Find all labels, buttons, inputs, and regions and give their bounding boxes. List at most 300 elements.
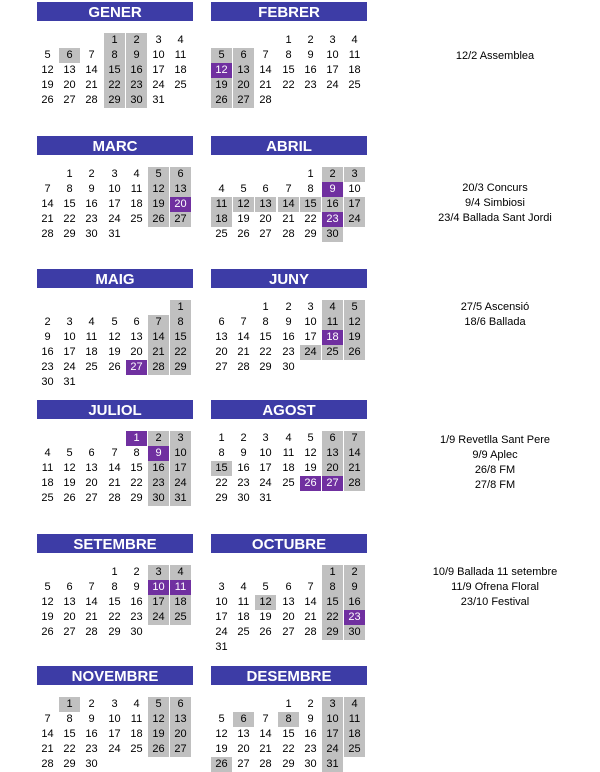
day-cell: 20 <box>63 79 76 91</box>
event-line: 9/9 Aplec <box>472 449 518 461</box>
month-desembre <box>211 666 367 772</box>
day-cell: 5 <box>218 713 225 725</box>
day-cell: 5 <box>148 697 169 712</box>
day-cell: 22 <box>259 346 272 358</box>
day-cell: 28 <box>85 626 98 638</box>
day-cell: 25 <box>85 361 98 373</box>
day-grid <box>211 431 367 506</box>
day-cell: 29 <box>259 361 272 373</box>
day-cell: 14 <box>41 198 54 210</box>
day-cell: 19 <box>215 743 228 755</box>
day-cell: 26 <box>108 361 121 373</box>
day-cell: 1 <box>262 301 269 313</box>
day-cell: 6 <box>233 712 254 727</box>
day-cell: 27 <box>126 360 147 375</box>
day-cell: 29 <box>104 93 125 108</box>
day-cell: 15 <box>130 462 143 474</box>
day-cell: 17 <box>108 728 121 740</box>
day-cell: 5 <box>344 300 365 315</box>
day-cell: 14 <box>259 64 272 76</box>
day-cell: 18 <box>130 728 143 740</box>
day-cell: 3 <box>307 301 314 313</box>
day-cell: 5 <box>44 49 51 61</box>
event-line: 23/10 Festival <box>460 596 530 608</box>
day-cell: 23 <box>344 610 365 625</box>
month-header: NOVEMBRE <box>37 666 193 685</box>
day-cell: 7 <box>262 713 269 725</box>
day-cell: 8 <box>262 316 269 328</box>
day-cell: 26 <box>344 345 365 360</box>
day-cell: 16 <box>130 596 143 608</box>
day-cell: 8 <box>218 447 225 459</box>
month-header: DESEMBRE <box>211 666 367 685</box>
day-cell: 23 <box>304 79 317 91</box>
day-cell: 17 <box>215 611 228 623</box>
day-cell: 23 <box>126 78 147 93</box>
day-cell: 24 <box>326 79 339 91</box>
day-cell: 30 <box>322 227 343 242</box>
day-cell: 1 <box>285 698 292 710</box>
day-cell: 18 <box>170 595 191 610</box>
day-cell: 12 <box>211 63 232 78</box>
day-cell: 6 <box>88 447 95 459</box>
day-cell: 7 <box>307 581 314 593</box>
day-cell: 12 <box>41 596 54 608</box>
day-cell: 21 <box>237 346 250 358</box>
day-cell: 6 <box>133 316 140 328</box>
day-cell: 15 <box>170 330 191 345</box>
day-cell: 19 <box>148 727 169 742</box>
day-cell: 23 <box>85 743 98 755</box>
day-cell: 30 <box>282 361 295 373</box>
day-cell: 4 <box>170 565 191 580</box>
day-cell: 10 <box>215 596 228 608</box>
day-cell: 30 <box>85 228 98 240</box>
day-cell: 14 <box>344 446 365 461</box>
day-cell: 26 <box>63 492 76 504</box>
day-cell: 13 <box>322 446 343 461</box>
day-cell: 21 <box>41 743 54 755</box>
day-cell: 18 <box>237 611 250 623</box>
day-grid <box>37 167 193 242</box>
day-cell: 30 <box>237 492 250 504</box>
day-cell: 5 <box>307 432 314 444</box>
day-cell: 11 <box>211 197 232 212</box>
day-cell: 21 <box>304 611 317 623</box>
day-cell: 12 <box>304 447 317 459</box>
day-cell: 31 <box>170 491 191 506</box>
event-line: 10/9 Ballada 11 setembre <box>432 566 558 578</box>
day-cell: 17 <box>108 198 121 210</box>
day-cell: 29 <box>304 228 317 240</box>
month-novembre <box>37 666 193 772</box>
day-grid <box>37 300 193 390</box>
day-cell: 11 <box>170 580 191 595</box>
day-cell: 20 <box>282 611 295 623</box>
day-cell: 14 <box>259 728 272 740</box>
day-cell: 4 <box>240 581 247 593</box>
day-cell: 21 <box>108 477 121 489</box>
day-cell: 7 <box>285 183 292 195</box>
day-cell: 28 <box>282 228 295 240</box>
day-cell: 10 <box>170 446 191 461</box>
day-cell: 9 <box>133 581 140 593</box>
day-cell: 1 <box>126 431 147 446</box>
day-grid <box>37 565 193 640</box>
day-cell: 27 <box>170 212 191 227</box>
day-cell: 25 <box>282 477 295 489</box>
month-header: FEBRER <box>211 2 367 21</box>
month-header: OCTUBRE <box>211 534 367 553</box>
day-cell: 12 <box>215 728 228 740</box>
day-cell: 2 <box>126 33 147 48</box>
day-cell: 17 <box>344 197 365 212</box>
day-cell: 23 <box>282 346 295 358</box>
day-cell: 25 <box>237 626 250 638</box>
day-cell: 31 <box>259 492 272 504</box>
day-grid <box>211 33 367 108</box>
day-cell: 10 <box>152 49 165 61</box>
event-line: 11/9 Ofrena Floral <box>451 581 539 593</box>
day-cell: 3 <box>170 431 191 446</box>
day-cell: 8 <box>170 315 191 330</box>
day-cell: 22 <box>170 345 191 360</box>
day-cell: 3 <box>322 697 343 712</box>
month-juliol <box>37 400 193 506</box>
day-cell: 2 <box>322 167 343 182</box>
day-cell: 9 <box>322 182 343 197</box>
day-cell: 28 <box>41 758 54 770</box>
day-cell: 25 <box>344 742 365 757</box>
day-cell: 11 <box>348 49 361 61</box>
day-cell: 21 <box>85 79 98 91</box>
day-cell: 27 <box>63 94 76 106</box>
day-cell: 9 <box>344 580 365 595</box>
day-cell: 26 <box>41 626 54 638</box>
event-group <box>406 300 584 330</box>
day-cell: 9 <box>307 713 314 725</box>
day-cell: 15 <box>282 64 295 76</box>
day-cell: 24 <box>259 477 272 489</box>
day-cell: 20 <box>233 78 254 93</box>
day-cell: 11 <box>41 462 54 474</box>
day-cell: 19 <box>237 213 250 225</box>
day-cell: 3 <box>111 698 118 710</box>
day-cell: 16 <box>41 346 54 358</box>
day-cell: 19 <box>108 346 121 358</box>
day-cell: 6 <box>285 581 292 593</box>
day-cell: 20 <box>63 611 76 623</box>
day-cell: 6 <box>262 183 269 195</box>
month-juny <box>211 269 367 375</box>
month-febrer <box>211 2 367 108</box>
day-cell: 23 <box>322 212 343 227</box>
day-cell: 3 <box>155 34 162 46</box>
day-cell: 3 <box>344 167 365 182</box>
day-cell: 3 <box>148 565 169 580</box>
month-header: MAIG <box>37 269 193 288</box>
day-cell: 16 <box>85 728 98 740</box>
day-cell: 8 <box>285 49 292 61</box>
day-cell: 18 <box>130 198 143 210</box>
month-header: JULIOL <box>37 400 193 419</box>
day-cell: 11 <box>282 447 295 459</box>
month-header: AGOST <box>211 400 367 419</box>
day-cell: 22 <box>215 477 228 489</box>
day-cell: 19 <box>41 79 54 91</box>
day-grid <box>211 697 367 772</box>
event-line: 23/4 Ballada Sant Jordi <box>438 212 552 224</box>
day-cell: 28 <box>85 94 98 106</box>
day-cell: 4 <box>88 316 95 328</box>
day-cell: 9 <box>240 447 247 459</box>
day-grid <box>37 697 193 772</box>
day-cell: 16 <box>304 64 317 76</box>
day-cell: 21 <box>259 743 272 755</box>
day-cell: 19 <box>211 78 232 93</box>
day-cell: 25 <box>215 228 228 240</box>
day-cell: 11 <box>237 596 250 608</box>
day-cell: 9 <box>148 446 169 461</box>
day-cell: 26 <box>41 94 54 106</box>
day-cell: 8 <box>307 183 314 195</box>
day-cell: 2 <box>344 565 365 580</box>
day-cell: 31 <box>108 228 121 240</box>
day-cell: 2 <box>88 698 95 710</box>
day-cell: 4 <box>344 697 365 712</box>
day-cell: 11 <box>130 183 143 195</box>
day-cell: 6 <box>170 697 191 712</box>
event-line: 18/6 Ballada <box>464 316 526 328</box>
day-cell: 14 <box>237 331 250 343</box>
day-cell: 12 <box>233 197 254 212</box>
day-cell: 10 <box>304 316 317 328</box>
day-cell: 19 <box>63 477 76 489</box>
day-cell: 29 <box>170 360 191 375</box>
day-cell: 16 <box>126 63 147 78</box>
day-cell: 8 <box>66 713 73 725</box>
day-cell: 18 <box>322 330 343 345</box>
day-cell: 5 <box>111 316 118 328</box>
day-cell: 22 <box>63 213 76 225</box>
day-cell: 4 <box>44 447 51 459</box>
day-cell: 22 <box>63 743 76 755</box>
month-header: MARC <box>37 136 193 155</box>
month-gener <box>37 2 193 108</box>
day-cell: 7 <box>240 316 247 328</box>
day-cell: 8 <box>66 183 73 195</box>
day-cell: 21 <box>282 213 295 225</box>
day-cell: 16 <box>304 728 317 740</box>
day-cell: 14 <box>85 64 98 76</box>
day-grid <box>211 565 367 655</box>
month-marc <box>37 136 193 242</box>
day-cell: 23 <box>148 476 169 491</box>
month-agost <box>211 400 367 506</box>
day-cell: 24 <box>215 626 228 638</box>
day-cell: 8 <box>278 712 299 727</box>
day-cell: 4 <box>218 183 225 195</box>
day-cell: 8 <box>322 580 343 595</box>
day-cell: 21 <box>41 213 54 225</box>
day-cell: 2 <box>133 566 140 578</box>
day-cell: 3 <box>262 432 269 444</box>
day-cell: 28 <box>259 94 272 106</box>
event-line: 12/2 Assemblea <box>455 50 535 62</box>
day-cell: 19 <box>344 330 365 345</box>
day-cell: 30 <box>148 491 169 506</box>
month-abril <box>211 136 367 242</box>
day-cell: 3 <box>218 581 225 593</box>
day-cell: 29 <box>215 492 228 504</box>
day-cell: 15 <box>211 461 232 476</box>
day-cell: 9 <box>126 48 147 63</box>
day-cell: 19 <box>41 611 54 623</box>
day-cell: 22 <box>322 610 343 625</box>
day-cell: 6 <box>170 167 191 182</box>
day-cell: 12 <box>108 331 121 343</box>
day-cell: 10 <box>348 183 361 195</box>
day-cell: 7 <box>111 447 118 459</box>
day-cell: 27 <box>259 228 272 240</box>
day-cell: 27 <box>322 476 343 491</box>
day-cell: 10 <box>108 183 121 195</box>
day-cell: 11 <box>174 49 187 61</box>
day-cell: 11 <box>85 331 98 343</box>
day-grid <box>211 300 367 375</box>
day-cell: 19 <box>304 462 317 474</box>
day-cell: 16 <box>85 198 98 210</box>
day-cell: 18 <box>211 212 232 227</box>
day-cell: 27 <box>63 626 76 638</box>
day-cell: 28 <box>148 360 169 375</box>
day-cell: 21 <box>85 611 98 623</box>
day-cell: 10 <box>63 331 76 343</box>
day-cell: 16 <box>237 462 250 474</box>
day-cell: 2 <box>240 432 247 444</box>
day-cell: 2 <box>88 168 95 180</box>
day-cell: 4 <box>322 300 343 315</box>
day-cell: 17 <box>322 727 343 742</box>
day-cell: 28 <box>41 228 54 240</box>
day-cell: 6 <box>218 316 225 328</box>
day-cell: 31 <box>215 641 228 653</box>
day-cell: 24 <box>108 213 121 225</box>
event-line: 1/9 Revetlla Sant Pere <box>439 434 551 446</box>
day-cell: 23 <box>85 213 98 225</box>
day-cell: 21 <box>344 461 365 476</box>
day-cell: 31 <box>152 94 165 106</box>
day-cell: 7 <box>88 581 95 593</box>
day-cell: 24 <box>148 610 169 625</box>
month-header: SETEMBRE <box>37 534 193 553</box>
day-cell: 20 <box>85 477 98 489</box>
day-cell: 27 <box>85 492 98 504</box>
day-cell: 29 <box>63 228 76 240</box>
day-cell: 15 <box>63 198 76 210</box>
day-cell: 17 <box>170 461 191 476</box>
day-cell: 15 <box>108 596 121 608</box>
day-cell: 8 <box>111 581 118 593</box>
event-group <box>406 181 584 226</box>
day-cell: 23 <box>41 361 54 373</box>
day-cell: 1 <box>322 565 343 580</box>
day-cell: 12 <box>344 315 365 330</box>
day-cell: 8 <box>133 447 140 459</box>
day-cell: 26 <box>148 212 169 227</box>
day-cell: 10 <box>259 447 272 459</box>
day-cell: 25 <box>130 743 143 755</box>
day-cell: 2 <box>148 431 169 446</box>
day-cell: 25 <box>348 79 361 91</box>
day-cell: 13 <box>130 331 143 343</box>
day-cell: 16 <box>282 331 295 343</box>
day-cell: 27 <box>237 758 250 770</box>
day-cell: 14 <box>108 462 121 474</box>
day-cell: 3 <box>111 168 118 180</box>
day-cell: 18 <box>174 64 187 76</box>
day-cell: 5 <box>211 48 232 63</box>
day-cell: 1 <box>59 697 80 712</box>
month-header: JUNY <box>211 269 367 288</box>
day-cell: 21 <box>259 79 272 91</box>
day-cell: 13 <box>233 63 254 78</box>
day-cell: 13 <box>85 462 98 474</box>
day-cell: 17 <box>63 346 76 358</box>
day-grid <box>37 431 193 506</box>
day-cell: 18 <box>41 477 54 489</box>
day-cell: 7 <box>44 713 51 725</box>
day-cell: 14 <box>304 596 317 608</box>
day-cell: 13 <box>170 182 191 197</box>
day-cell: 28 <box>237 361 250 373</box>
day-cell: 3 <box>66 316 73 328</box>
day-cell: 10 <box>322 712 343 727</box>
day-cell: 20 <box>215 346 228 358</box>
day-cell: 24 <box>152 79 165 91</box>
month-octubre <box>211 534 367 655</box>
month-header: ABRIL <box>211 136 367 155</box>
day-cell: 27 <box>215 361 228 373</box>
day-cell: 17 <box>326 64 339 76</box>
day-cell: 20 <box>170 197 191 212</box>
day-cell: 22 <box>282 79 295 91</box>
event-group <box>406 433 584 493</box>
day-grid <box>211 167 367 242</box>
day-cell: 27 <box>170 742 191 757</box>
day-cell: 24 <box>108 743 121 755</box>
day-cell: 20 <box>170 727 191 742</box>
day-cell: 7 <box>88 49 95 61</box>
day-cell: 30 <box>126 93 147 108</box>
day-cell: 16 <box>344 595 365 610</box>
day-cell: 12 <box>255 595 276 610</box>
day-cell: 24 <box>170 476 191 491</box>
day-cell: 5 <box>44 581 51 593</box>
day-cell: 2 <box>307 34 314 46</box>
day-cell: 6 <box>66 581 73 593</box>
day-cell: 22 <box>104 78 125 93</box>
day-cell: 18 <box>282 462 295 474</box>
day-cell: 15 <box>63 728 76 740</box>
day-cell: 2 <box>44 316 51 328</box>
day-cell: 26 <box>300 476 321 491</box>
day-cell: 4 <box>285 432 292 444</box>
day-cell: 4 <box>351 34 358 46</box>
day-cell: 7 <box>262 49 269 61</box>
event-line: 20/3 Concurs <box>462 182 528 194</box>
day-cell: 13 <box>63 64 76 76</box>
